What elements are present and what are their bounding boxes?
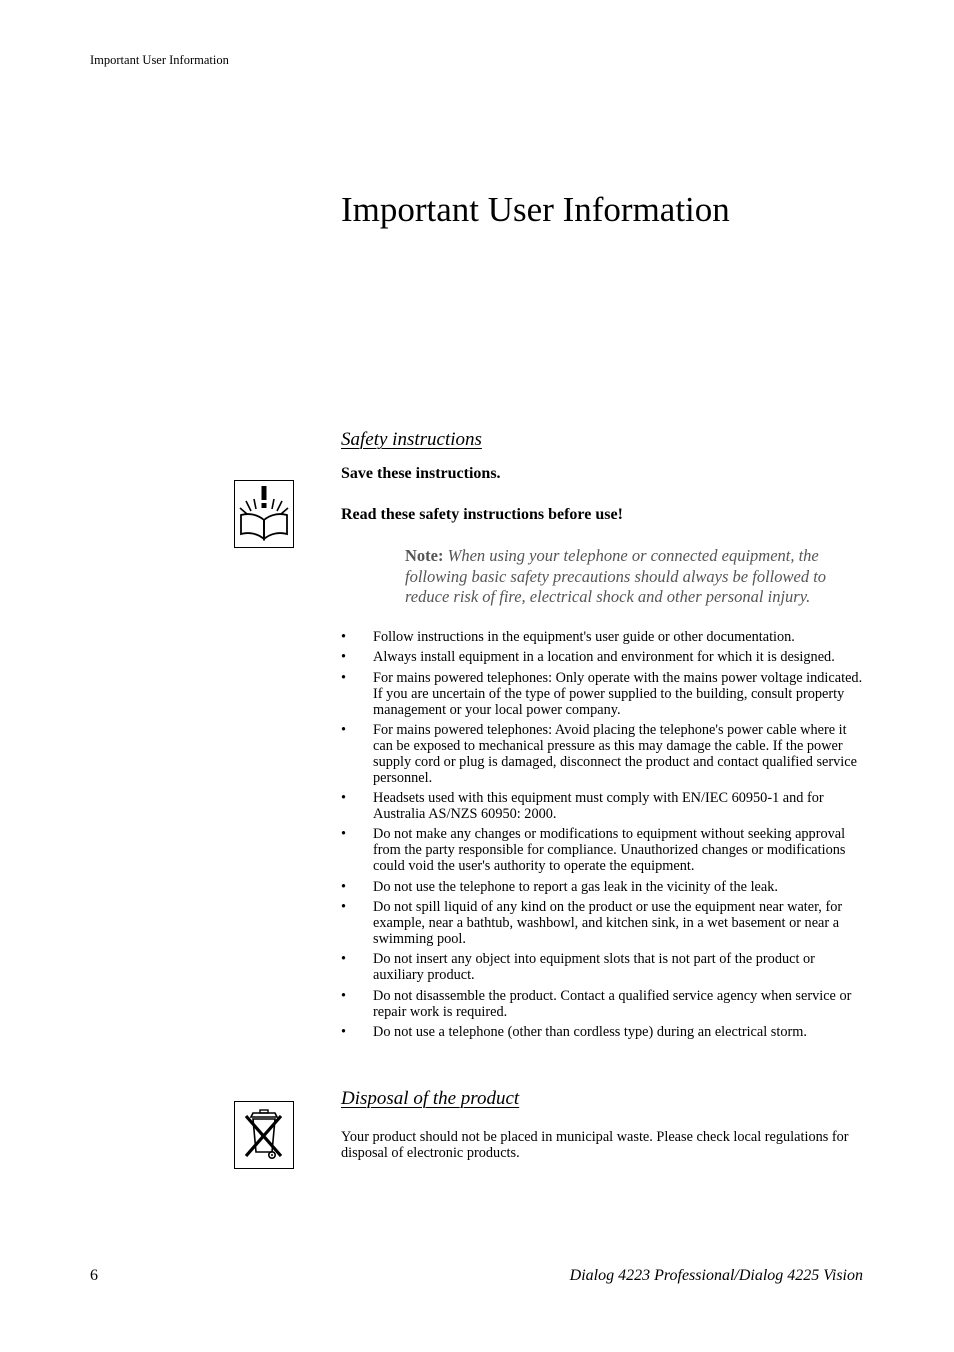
list-item-text: Do not make any changes or modifications to equipment without seeking approval from the party responsible for compliance. Unauthorized changes or modifications could void the user's authority to operate the equipment.: [373, 826, 846, 875]
warning-manual-icon: [234, 480, 294, 548]
list-item-text: Do not spill liquid of any kind on the product or use the equipment near water, for example, near a bathtub, washbowl, and kitchen sink, in a wet basement or near a swimming pool.: [373, 899, 843, 948]
footer-document-title: Dialog 4223 Professional/Dialog 4225 Vision: [569, 1267, 863, 1284]
bullet-symbol: •: [341, 649, 347, 666]
bullet-symbol: •: [341, 669, 347, 686]
page-number: 6: [90, 1267, 98, 1284]
bullet-symbol: •: [341, 721, 347, 738]
list-item-text: Do not insert any object into equipment slots that is not part of the product or auxiliary product.: [373, 951, 815, 984]
list-item-text: For mains powered telephones: Only operate with the mains power voltage indicated. If you are uncertain of the type of power supplied to the building, consult property management or your local power company.: [373, 669, 863, 718]
disposal-text: Your product should not be placed in municipal waste. Please check local regulations for disposal of electronic products.: [341, 1129, 849, 1161]
note-body: When using your telephone or connected equipment, the following basic safety precautions should always be followed to reduce risk of fire, electrical shock and other personal injury.: [405, 546, 827, 606]
bullet-symbol: •: [341, 1023, 347, 1040]
running-header: Important User Information: [90, 53, 229, 67]
list-item: [341, 951, 866, 983]
list-item-text: Do not use a telephone (other than cordless type) during an electrical storm.: [373, 1023, 807, 1040]
safety-note: [405, 546, 865, 608]
disposal-heading: Disposal of the product: [341, 1088, 520, 1109]
list-item: [341, 899, 866, 947]
list-item: [341, 670, 866, 718]
bullet-symbol: •: [341, 629, 347, 645]
bullet-symbol: •: [341, 878, 347, 895]
list-item: [341, 722, 866, 786]
read-instructions-text: Read these safety instructions before use!: [341, 506, 623, 523]
list-item: [341, 629, 866, 645]
list-item: [341, 826, 866, 874]
page-title: Important User Information: [341, 190, 730, 229]
note-label: Note:: [405, 546, 444, 565]
safety-instructions-heading: Safety instructions: [341, 429, 482, 450]
crossed-out-wheelie-bin-icon: [234, 1101, 294, 1169]
bullet-symbol: •: [341, 951, 347, 968]
list-item-text: Do not disassemble the product. Contact a qualified service agency when service or repair work is required.: [373, 987, 852, 1020]
list-item-text: For mains powered telephones: Avoid placing the telephone's power cable where it can be exposed to mechanical pressure as this may damage the cable. If the power supply cord or plug is damaged, disconnect the product and contact qualified service personnel.: [373, 721, 857, 786]
list-item-text: Headsets used with this equipment must comply with EN/IEC 60950-1 and for Australia AS/NZS 60950: 2000.: [373, 790, 824, 823]
list-item: [341, 790, 866, 822]
save-instructions-text: Save these instructions.: [341, 465, 501, 482]
list-item: [341, 879, 866, 895]
list-item-text: Always install equipment in a location and environment for which it is designed.: [373, 649, 835, 666]
list-item: [341, 988, 866, 1020]
list-item: [341, 649, 866, 665]
list-item-text: Do not use the telephone to report a gas leak in the vicinity of the leak.: [373, 878, 778, 895]
bullet-symbol: •: [341, 790, 347, 807]
bullet-symbol: •: [341, 826, 347, 843]
bullet-symbol: •: [341, 987, 347, 1004]
safety-instructions-list: [341, 629, 866, 1044]
list-item-text: Follow instructions in the equipment's user guide or other documentation.: [373, 629, 795, 645]
list-item: [341, 1024, 866, 1040]
bullet-symbol: •: [341, 899, 347, 916]
